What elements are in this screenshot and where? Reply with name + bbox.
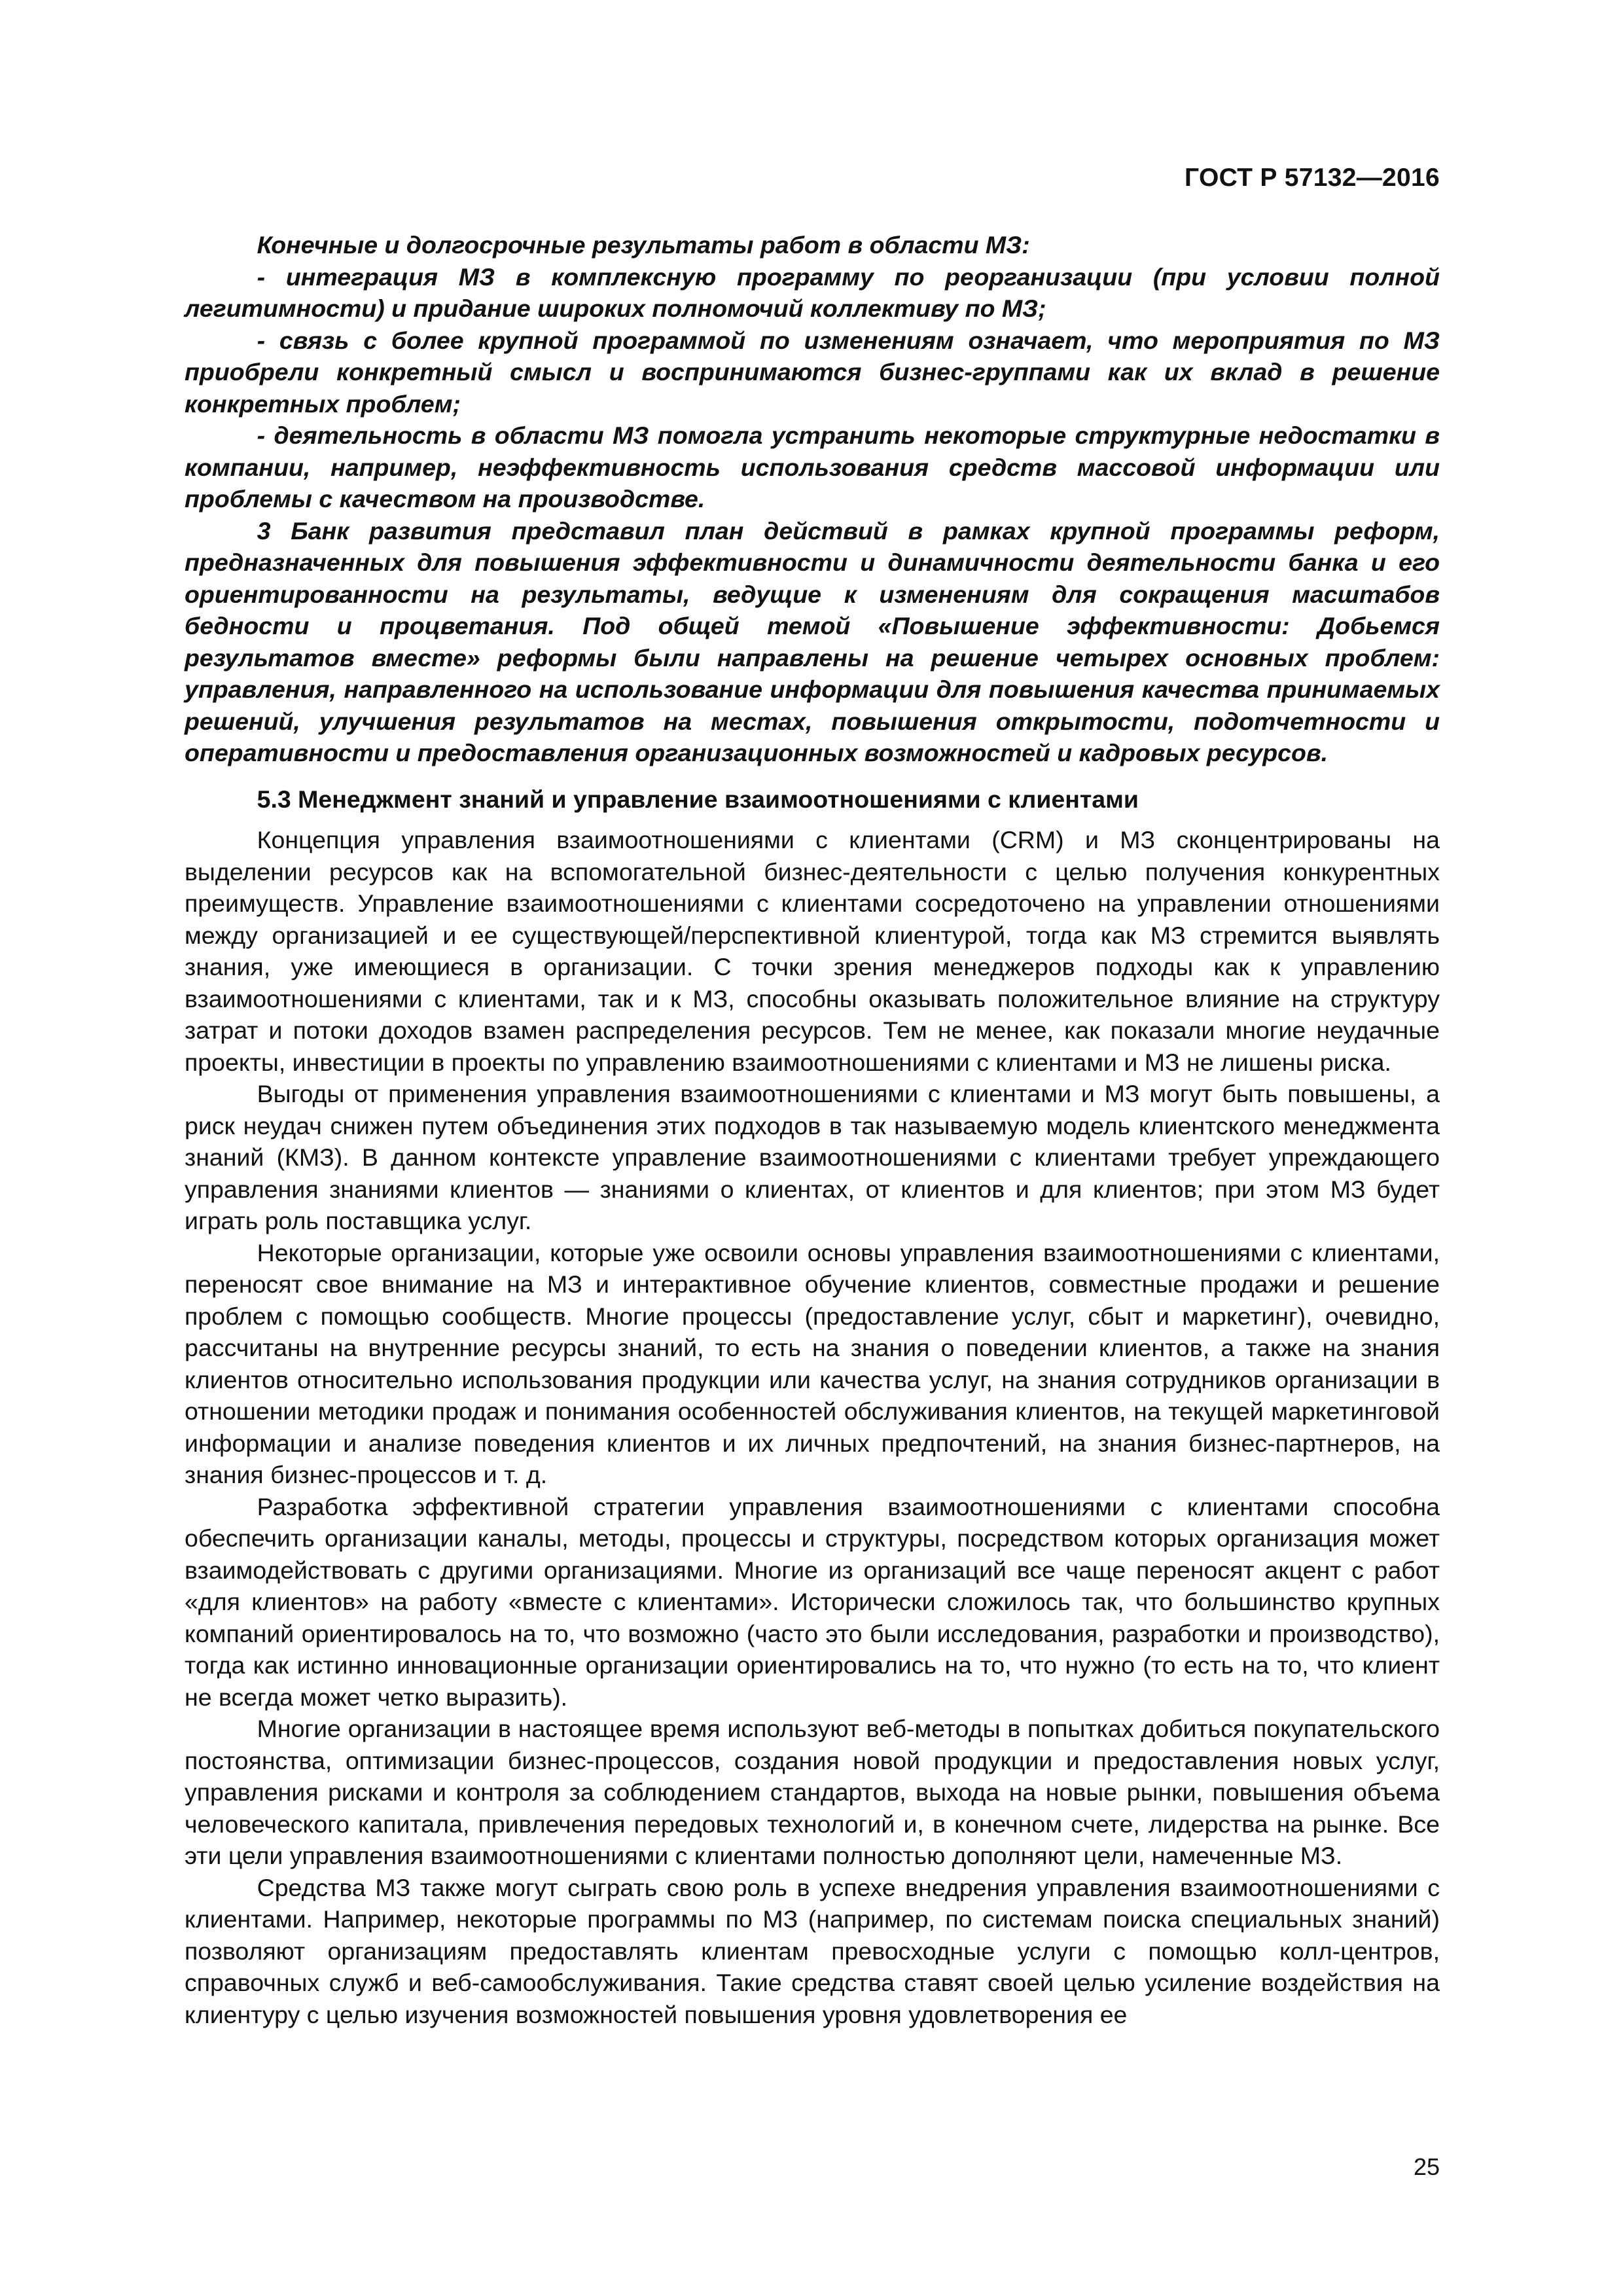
note-heading: Конечные и долгосрочные результаты работ в области МЗ: — [257, 231, 1030, 259]
section-title: 5.3 Менеджмент знаний и управление взаимоотношениями с клиентами — [257, 785, 1139, 813]
note-3: 3 Банк развития представил план действий в рамках крупной программы реформ, предназначенных для повышения эффективности и динамичности деятельности банка и его ориентированности на результаты, ведущие к изменениям для сокращения масштабов бедности и процветания. Под общей темой «Повышение эффективности: Добьемся результатов вместе» реформы были направлены на решение четырех основных проблем: управления, направленного на использование информации для повышения качества принимаемых решений, улучшения результатов на местах, повышения открытости, подотчетности и оперативности и предоставления организационных возможностей и кадровых ресурсов. — [185, 516, 1440, 766]
section-paragraph-5: Многие организации в настоящее время используют веб-методы в попытках добиться покупательского постоянства, оптимизации бизнес-процессов, создания новой продукции и предоставления новых услуг, управления рисками и контроля за соблюдением стандартов, выхода на новые рынки, повышения объема человеческого капитала, привлечения передовых технологий и, в конечном счете, лидерства на рынке. Все эти цели управления взаимоотношениями с клиентами полностью дополняют цели, намеченные МЗ. — [185, 1715, 1440, 1869]
note-list-item-3: - деятельность в области МЗ помогла устранить некоторые структурные недостатки в компании, например, неэффективность использования средств массовой информации или проблемы с качеством на производстве. — [185, 422, 1440, 512]
section-paragraph-6: Средства МЗ также могут сыграть свою роль в успехе внедрения управления взаимоотношениями с клиентами. Например, некоторые программы по МЗ (например, по системам поиска специальных знаний) позволяют организациям предоставлять клиентам превосходные услуги с помощью колл-центров, справочных служб и веб-самообслуживания. Такие средства ставят своей целью усиление воздействия на клиентуру с целью изучения возможностей повышения уровня удовлетворения ее — [185, 1873, 1440, 2028]
page-number: 25 — [1413, 2153, 1440, 2180]
standard-id-header: ГОСТ Р 57132—2016 — [1185, 164, 1440, 192]
section-paragraph-3: Некоторые организации, которые уже освоили основы управления взаимоотношениями с клиентами, переносят свое внимание на МЗ и интерактивное обучение клиентов, совместные продажи и решение проблем с помощью сообществ. Многие процессы (предоставление услуг, сбыт и маркетинг), очевидно, рассчитаны на внутренние ресурсы знаний, то есть на знания о поведении клиентов, а также на знания клиентов относительно использования продукции или качества услуг, на знания сотрудников организации в отношении методики продаж и понимания особенностей обслуживания клиентов, на текущей маркетинговой информации и анализе поведения клиентов и их личных предпочтений, на знания бизнес-партнеров, на знания бизнес-процессов и т. д. — [185, 1238, 1440, 1488]
section-paragraph-1: Концепция управления взаимоотношениями с клиентами (CRM) и МЗ сконцентрированы на выделении ресурсов как на вспомогательной бизнес-деятельности с целью получения конкурентных преимуществ. Управление взаимоотношениями с клиентами сосредоточено на управлении отношениями между организацией и ее существующей/перспективной клиентурой, тогда как МЗ стремится выявлять знания, уже имеющиеся в организации. С точки зрения менеджеров подходы как к управлению взаимоотношениями с клиентами, так и к МЗ, способны оказывать положительное влияние на структуру затрат и потоки доходов взамен распределения ресурсов. Тем не менее, как показали многие неудачные проекты, инвестиции в проекты по управлению взаимоотношениями с клиентами и МЗ не лишены риска. — [185, 826, 1440, 1076]
section-paragraph-2: Выгоды от применения управления взаимоотношениями с клиентами и МЗ могут быть повышены, а риск неудач снижен путем объединения этих подходов в так называемую модель клиентского менеджмента знаний (КМЗ). В данном контексте управление взаимоотношениями с клиентами требует упреждающего управления знаниями клиентов — знаниями о клиентах, от клиентов и для клиентов; при этом МЗ будет играть роль поставщика услуг. — [185, 1080, 1440, 1234]
note-list-item-2: - связь с более крупной программой по изменениям означает, что мероприятия по МЗ приобрели конкретный смысл и воспринимаются бизнес-группами как их вклад в решение конкретных проблем; — [185, 326, 1440, 418]
page-body — [185, 229, 1440, 2030]
note-list-item-1: - интеграция МЗ в комплексную программу по реорганизации (при условии полной легитимности) и придание широких полномочий коллективу по МЗ; — [185, 262, 1440, 322]
section-paragraph-4: Разработка эффективной стратегии управления взаимоотношениями с клиентами способна обеспечить организации каналы, методы, процессы и структуры, посредством которых организация может взаимодействовать с другими организациями. Многие из организаций все чаще переносят акцент с работ «для клиентов» на работу «вместе с клиентами». Исторически сложилось так, что большинство крупных компаний ориентировалось на то, что возможно (часто это были исследования, разработки и производство), тогда как истинно инновационные организации ориентировались на то, что нужно (то есть на то, что клиент не всегда может четко выразить). — [185, 1492, 1440, 1711]
